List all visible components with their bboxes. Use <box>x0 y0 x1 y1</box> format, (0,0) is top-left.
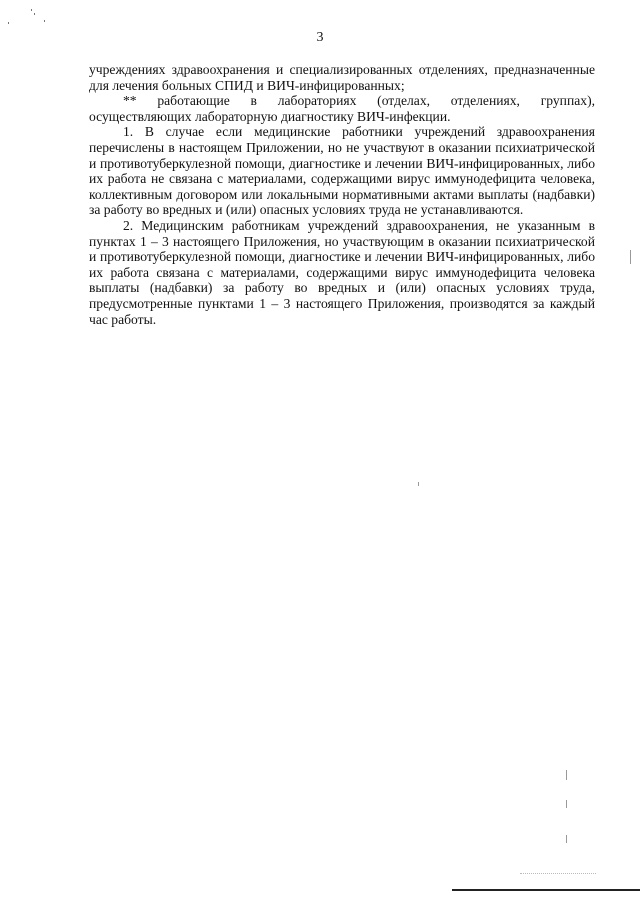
paragraph-item-1: 1. В случае если медицинские работники учреждений здравоохранения перечислены в настоящем Приложении, но не участвуют в оказании психиатрической и противотуберкулезной помощи, диагностике и лечении ВИЧ-инфицированных, либо их работа не связана с материалами, содержащими вирус иммунодефицита человека, коллективным договором или локальными нормативными актами выплаты (надбавки) за работу во вредных и (или) опасных условиях труда не устанавливаются. <box>89 124 595 218</box>
scan-speck <box>8 22 9 24</box>
footer-rule <box>452 889 640 891</box>
paragraph-item-2: 2. Медицинским работникам учреждений здравоохранения, не указанным в пунктах 1 – 3 настоящего Приложения, но участвующим в оказании психиатрической и противотуберкулезной помощи, диагностике и лечении ВИЧ-инфицированных, либо их работа связана с материалами, содержащими вирус иммунодефицита человека выплаты (надбавки) за работу во вредных и (или) опасных условиях труда, предусмотренные пунктами 1 – 3 настоящего Приложения, производятся за каждый час работы. <box>89 217 595 327</box>
scan-edge-mark <box>418 482 419 486</box>
scan-speck <box>31 9 32 11</box>
document-body <box>89 62 595 327</box>
scan-speck <box>44 20 45 22</box>
page-number: 3 <box>316 30 324 45</box>
scan-edge-mark <box>566 770 567 780</box>
scan-edge-mark <box>566 800 567 808</box>
scan-edge-mark <box>566 835 567 843</box>
footer-faint-mark <box>520 873 596 875</box>
scan-edge-mark <box>630 250 631 264</box>
paragraph-continuation: учреждениях здравоохранения и специализированных отделениях, предназначенные для лечения больных СПИД и ВИЧ-инфицированных; <box>89 62 595 93</box>
scan-speck <box>34 13 35 15</box>
paragraph-footnote-laboratories: ** работающие в лабораториях (отделах, отделениях, группах), осуществляющих лабораторную диагностику ВИЧ-инфекции. <box>89 93 595 124</box>
